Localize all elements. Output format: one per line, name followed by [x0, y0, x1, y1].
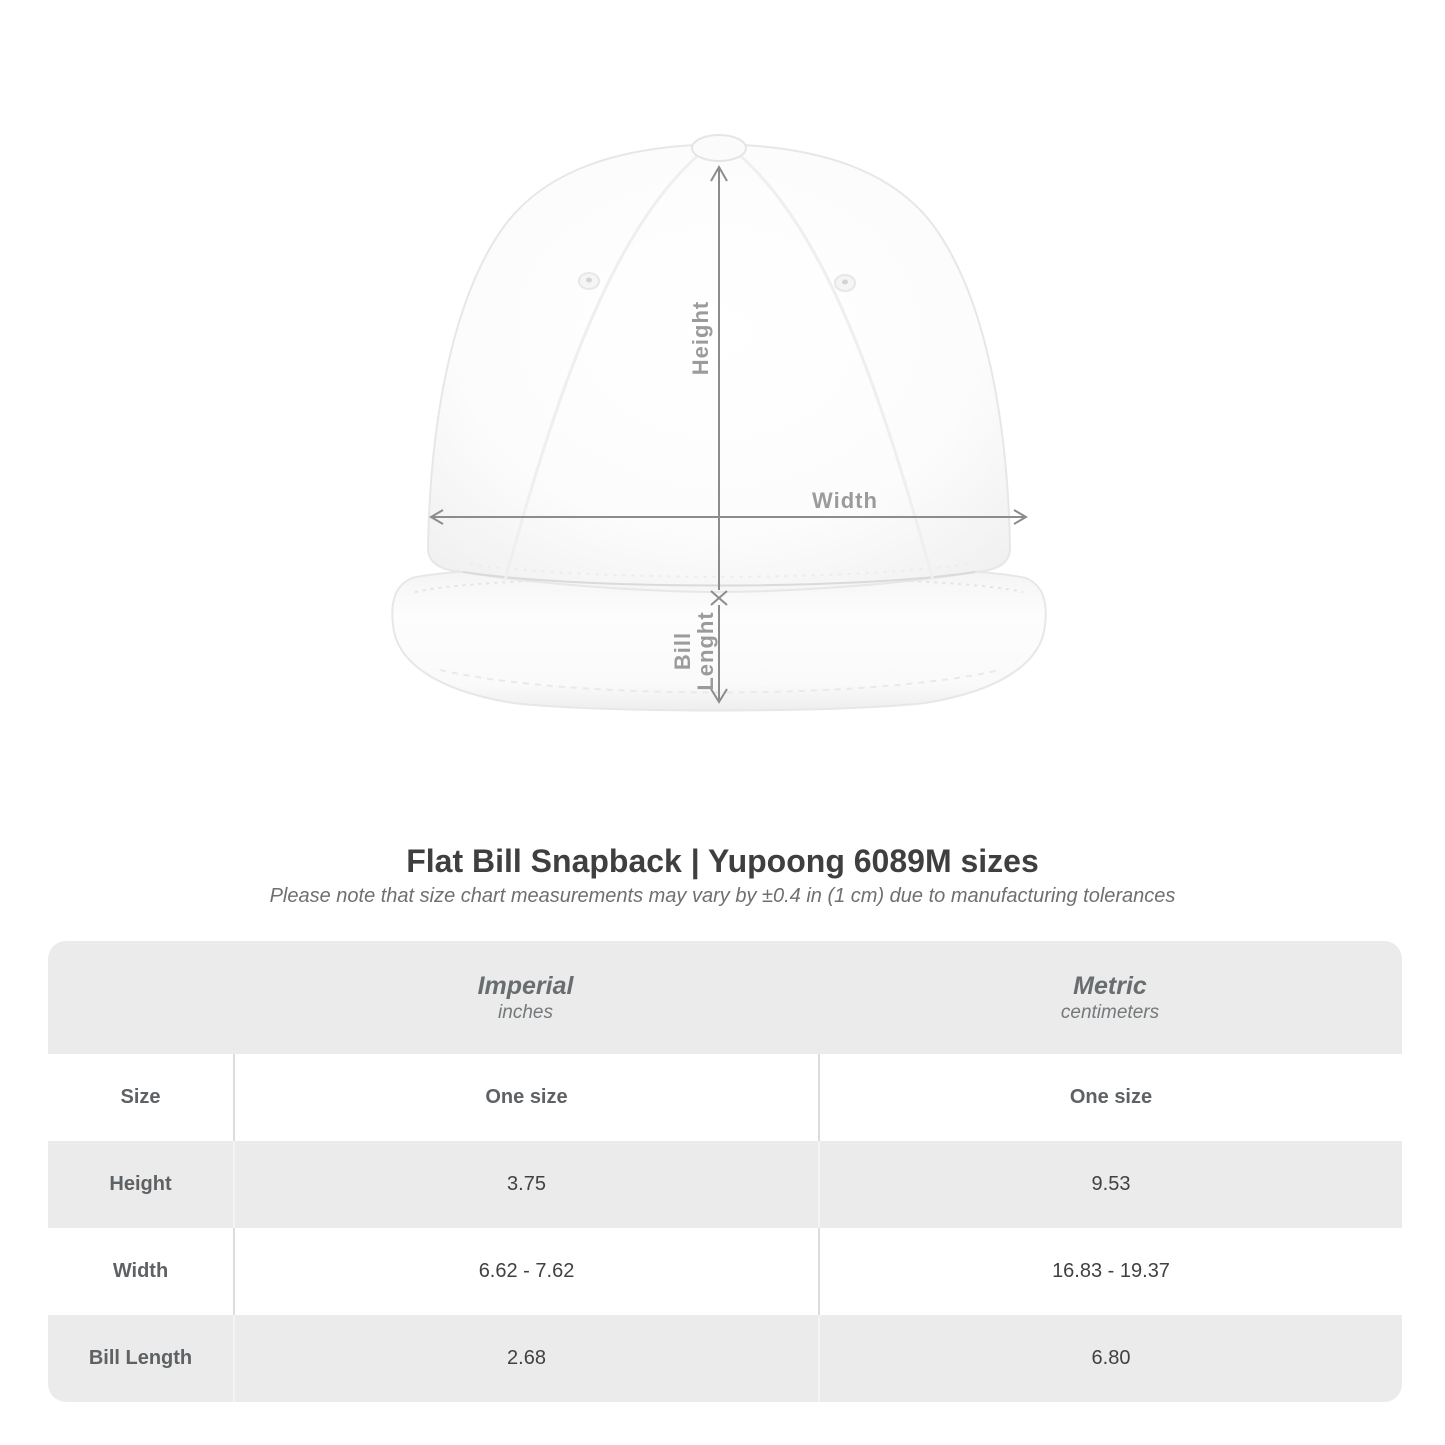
width-metric-value: 16.83 - 19.37 — [818, 1228, 1402, 1315]
table-row-width — [48, 1228, 1402, 1315]
table-row-bill-length — [48, 1315, 1402, 1402]
header-imperial — [233, 941, 818, 1054]
bill-length-label-line2: Lenght — [693, 611, 718, 691]
title-block — [0, 842, 1445, 910]
header-metric — [818, 941, 1402, 1054]
size-chart-table — [48, 941, 1402, 1402]
width-dimension-label: Width — [812, 488, 878, 513]
size-metric-value: One size — [818, 1054, 1402, 1141]
row-label: Size — [120, 1086, 161, 1108]
row-label: Height — [109, 1173, 172, 1195]
size-imperial-value: One size — [233, 1054, 818, 1141]
row-label: Width — [112, 1260, 169, 1282]
metric-sublabel: centimeters — [1060, 1001, 1160, 1023]
table-row-size — [48, 1054, 1402, 1141]
bill-length-label-line1: Bill — [670, 631, 695, 671]
page-title: Flat Bill Snapback | Yupoong 6089M sizes — [406, 843, 1039, 879]
width-imperial-value: 6.62 - 7.62 — [233, 1228, 818, 1315]
height-metric-value: 9.53 — [818, 1141, 1402, 1228]
height-dimension-label: Height — [688, 300, 713, 376]
row-label: Bill Length — [88, 1347, 193, 1369]
right-eyelet — [835, 275, 855, 291]
height-imperial-value: 3.75 — [233, 1141, 818, 1228]
tolerance-note: Please note that size chart measurements may vary by ±0.4 in (1 cm) due to manufacturing tolerances — [269, 885, 1176, 907]
header-spacer-cell — [48, 941, 233, 1054]
hat-button — [692, 135, 746, 161]
table-row-height — [48, 1141, 1402, 1228]
bill-length-metric-value: 6.80 — [818, 1315, 1402, 1402]
imperial-label: Imperial — [477, 971, 574, 1000]
left-eyelet — [579, 273, 599, 289]
imperial-sublabel: inches — [498, 1001, 553, 1023]
table-header-row — [48, 941, 1402, 1054]
bill-length-imperial-value: 2.68 — [233, 1315, 818, 1402]
metric-label: Metric — [1073, 971, 1147, 1000]
